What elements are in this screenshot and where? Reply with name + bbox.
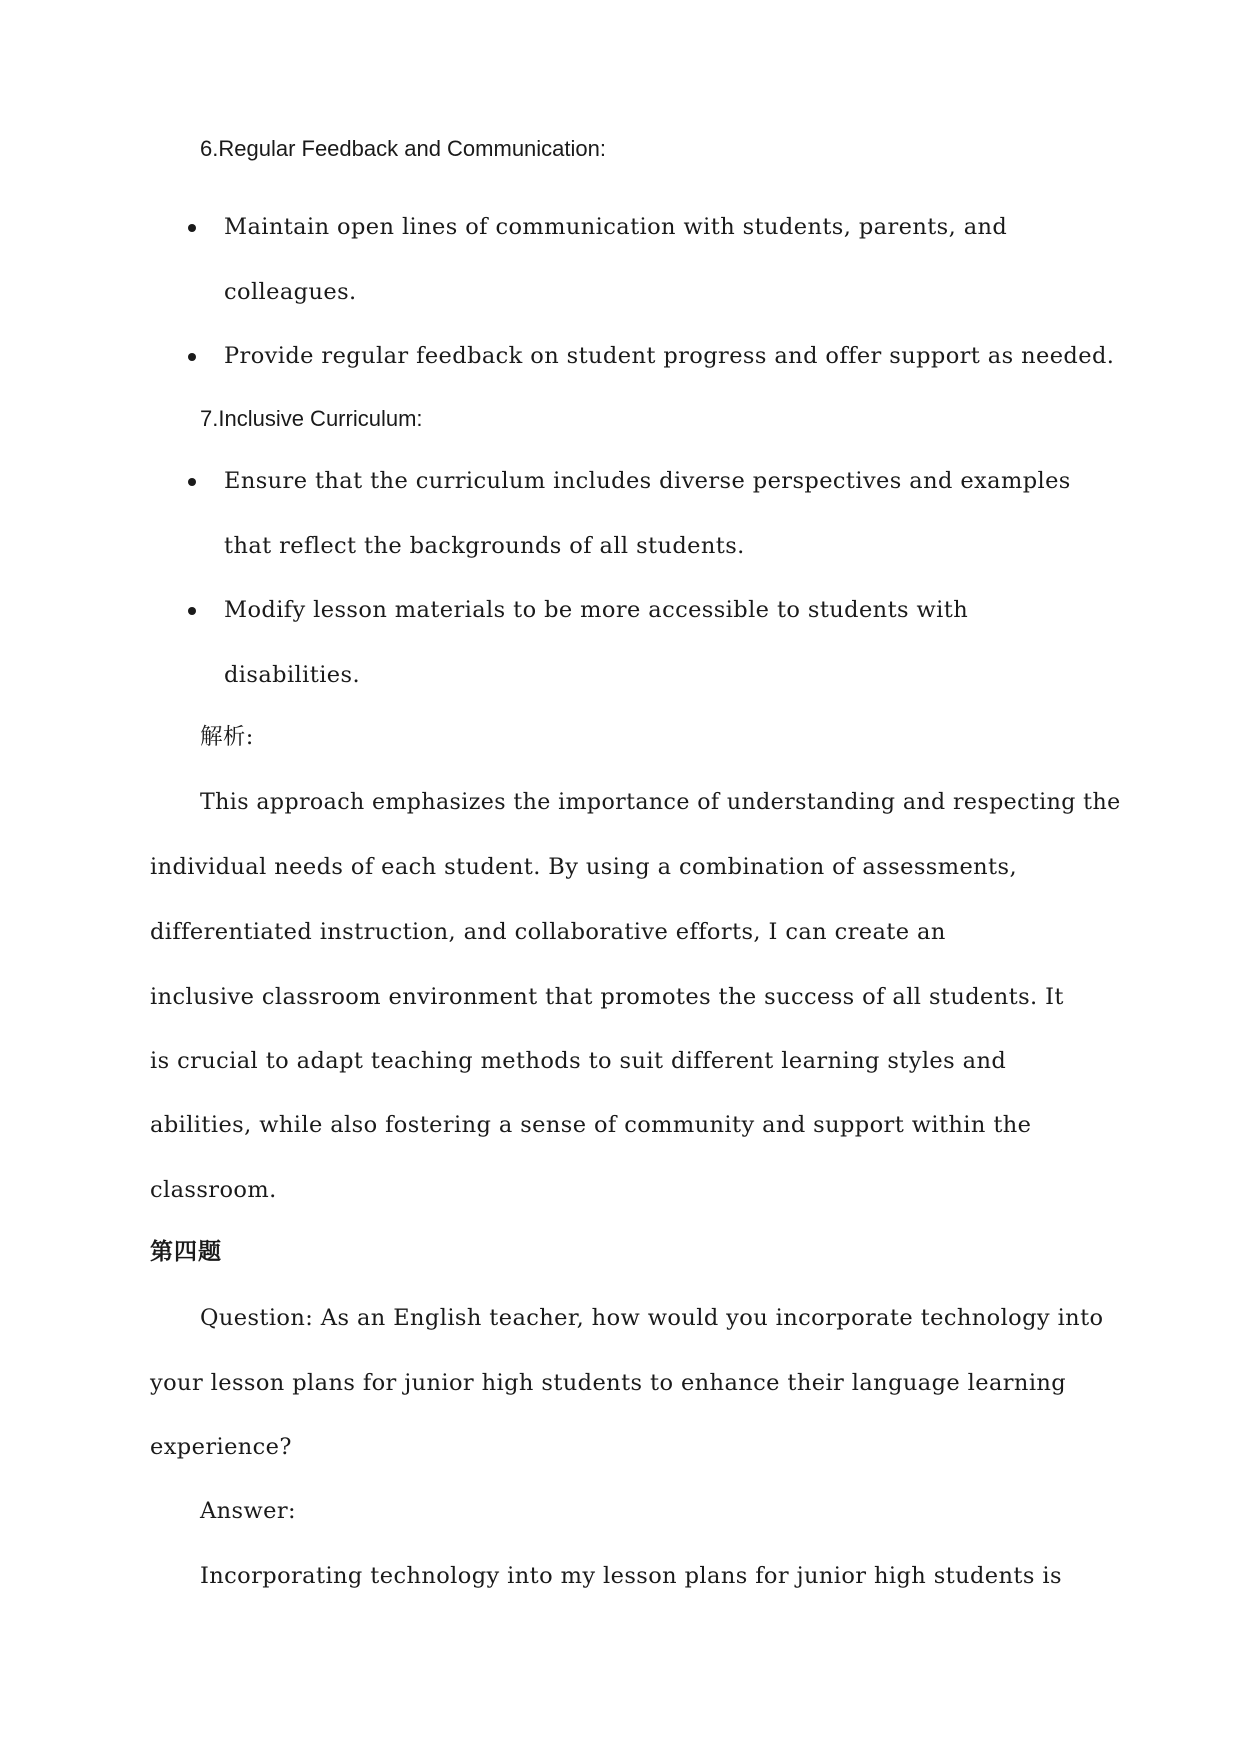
analysis-line: classroom. — [150, 1177, 277, 1203]
analysis-line: individual needs of each student. By using a combination of assessments, — [150, 854, 1017, 880]
bullet-icon — [188, 353, 196, 361]
bullet-icon — [188, 478, 196, 486]
question-line: experience? — [150, 1434, 292, 1460]
question-4-heading: 第四题 — [150, 1239, 222, 1265]
section-7-heading: 7.Inclusive Curriculum: — [200, 406, 423, 431]
analysis-line: inclusive classroom environment that promotes the success of all students. It — [150, 984, 1064, 1010]
question-line: your lesson plans for junior high students to enhance their language learning — [150, 1370, 1067, 1396]
bullet-icon — [188, 224, 196, 232]
section-7-bullet-1-line-1: Ensure that the curriculum includes diverse perspectives and examples — [224, 468, 1071, 494]
answer-label: Answer: — [200, 1498, 296, 1524]
section-7-bullet-2-line-1: Modify lesson materials to be more accessible to students with — [224, 597, 969, 623]
question-line: Question: As an English teacher, how would you incorporate technology into — [200, 1305, 1104, 1331]
bullet-icon — [188, 607, 196, 615]
section-7-bullet-1-line-2: that reflect the backgrounds of all students. — [224, 533, 745, 559]
answer-line: Incorporating technology into my lesson plans for junior high students is — [200, 1563, 1062, 1589]
section-6-heading: 6.Regular Feedback and Communication: — [200, 136, 607, 161]
analysis-line: differentiated instruction, and collaborative efforts, I can create an — [150, 919, 946, 945]
analysis-label: 解析: — [200, 724, 254, 750]
section-6-bullet-1-line-1: Maintain open lines of communication with students, parents, and — [224, 214, 1008, 240]
analysis-line: This approach emphasizes the importance of understanding and respecting the — [200, 789, 1121, 815]
section-6-bullet-1-line-2: colleagues. — [224, 279, 357, 305]
analysis-line: abilities, while also fostering a sense of community and support within the — [150, 1112, 1032, 1138]
section-7-bullet-2-line-2: disabilities. — [224, 662, 361, 688]
section-6-bullet-2-line-1: Provide regular feedback on student progress and offer support as needed. — [224, 343, 1115, 369]
analysis-line: is crucial to adapt teaching methods to suit different learning styles and — [150, 1048, 1007, 1074]
